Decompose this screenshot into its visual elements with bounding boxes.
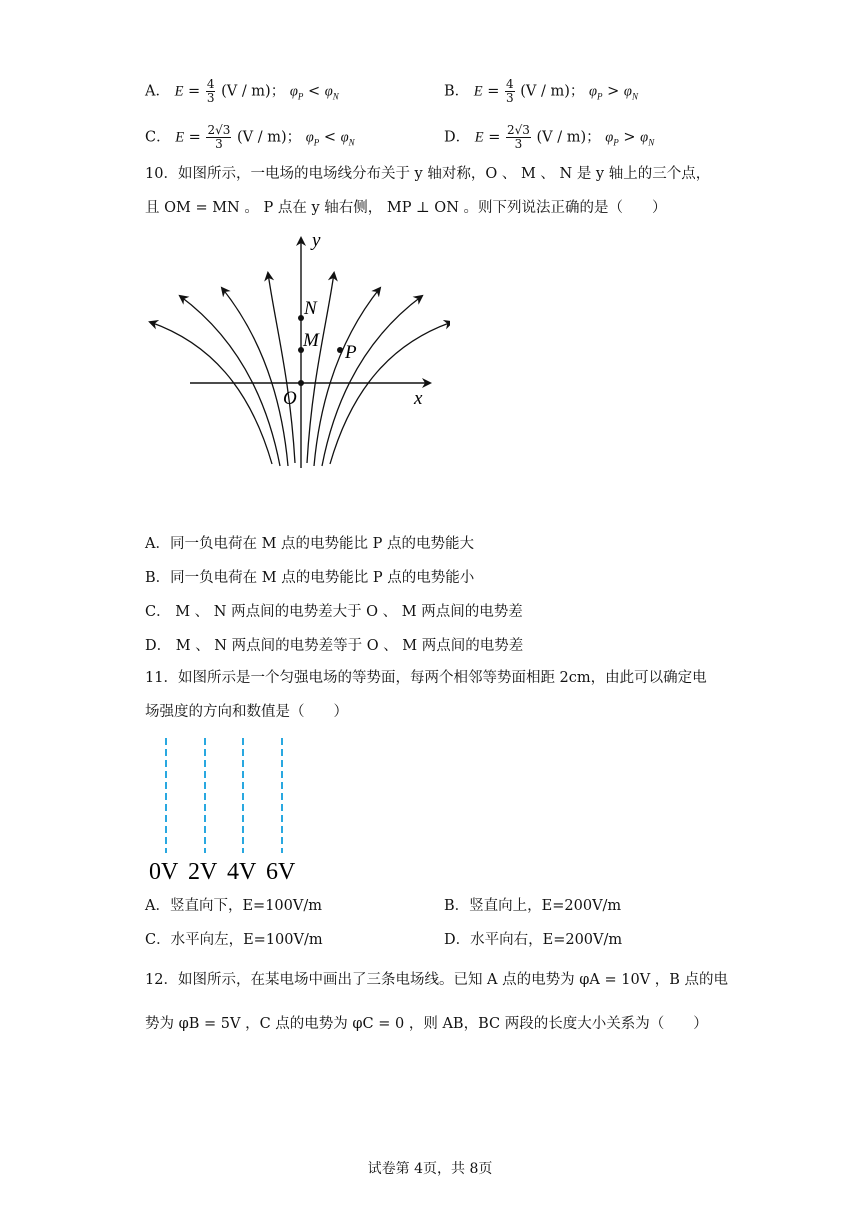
field-lines-figure (140, 228, 450, 473)
potential-label: 6V (266, 859, 296, 885)
q10-stem-line1: 10．如图所示，一电场的电场线分布关于 y 轴对称，O 、 M 、 N 是 y 轴上的三个点， (145, 166, 711, 182)
q9-option-c: C． E = $\frac{2√3}{3}$ (V / m)； $\varphi_P < \varphi_N$ (145, 123, 355, 151)
fraction: $\frac{2√3}{3}$ (506, 123, 530, 151)
fraction: $\frac{4}{3}$ (206, 77, 215, 105)
q11-option-d: D．水平向右，E=200V/m (444, 932, 623, 948)
q10-option-a: A．同一负电荷在 M 点的电势能比 P 点的电势能大 (145, 536, 475, 552)
q9-option-b: B． E = $\frac{4}{3}$ (V / m)； $\varphi_P > \varphi_N$ (444, 77, 638, 105)
point-p (337, 347, 343, 353)
q11-option-b: B．竖直向上，E=200V/m (444, 898, 622, 914)
fraction: $\frac{2√3}{3}$ (207, 123, 231, 151)
q12-stem-line2: 势为 φB = 5V ，C 点的电势为 φC = 0 ，则 AB，BC 两段的长度大小关系为（ ） (145, 1016, 708, 1032)
page-footer: 试卷第 4页，共 8页 (367, 1161, 493, 1177)
label-o: O (283, 388, 297, 409)
label-p: P (345, 342, 357, 363)
label-y: y (312, 230, 321, 251)
label-x: x (414, 388, 423, 409)
field-line (314, 288, 380, 466)
potential-label: 2V (188, 859, 218, 885)
field-line (322, 296, 422, 466)
point-o (298, 380, 304, 386)
q9-option-d: D． E = $\frac{2√3}{3}$ (V / m)； $\varphi_P > \varphi_N$ (444, 123, 655, 151)
label-m: M (303, 330, 319, 351)
q10-stem-line2: 且 OM = MN 。 P 点在 y 轴右侧， MP ⊥ ON 。则下列说法正确的是（ ） (145, 200, 667, 216)
q11-option-c: C．水平向左，E=100V/m (145, 932, 323, 948)
q10-option-c: C． M 、 N 两点间的电势差大于 O 、 M 两点间的电势差 (145, 604, 523, 620)
q12-stem-line1: 12．如图所示，在某电场中画出了三条电场线。已知 A 点的电势为 φA = 10V ，B 点的电 (145, 972, 729, 988)
q9-option-a: A． E = $\frac{4}{3}$ (V / m)； $\varphi_P < \varphi_N$ (145, 77, 339, 105)
field-line (222, 288, 288, 466)
potential-label: 4V (227, 859, 257, 885)
field-line (180, 296, 280, 466)
equipotential-figure (145, 735, 315, 885)
potential-label: 0V (149, 859, 179, 885)
q11-stem-line1: 11．如图所示是一个匀强电场的等势面，每两个相邻等势面相距 2cm，由此可以确定电 (145, 670, 707, 686)
fraction: $\frac{4}{3}$ (506, 77, 514, 105)
q11-stem-line2: 场强度的方向和数值是（ ） (145, 704, 348, 720)
label-n: N (304, 298, 317, 319)
q11-option-a: A．竖直向下，E=100V/m (145, 898, 322, 914)
field-line (150, 322, 272, 464)
q10-option-b: B．同一负电荷在 M 点的电势能比 P 点的电势能小 (145, 570, 475, 586)
q10-option-d: D． M 、 N 两点间的电势差等于 O 、 M 两点间的电势差 (145, 638, 524, 654)
